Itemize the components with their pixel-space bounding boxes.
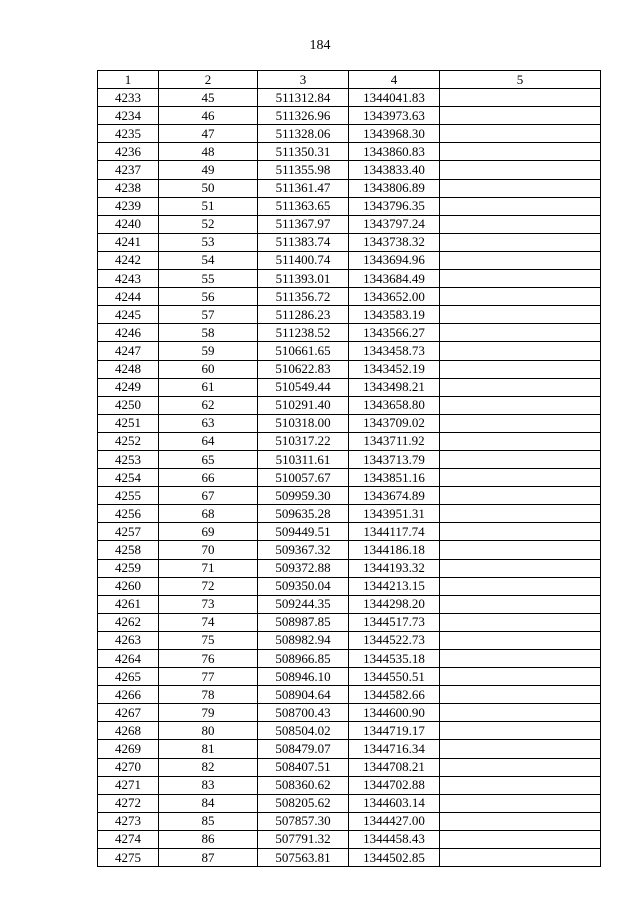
table-cell-col-1: 4239 [98, 197, 159, 215]
table-cell-col-4: 1343851.16 [349, 469, 440, 487]
table-row [98, 577, 601, 595]
table-cell-col-3: 510291.40 [258, 396, 349, 414]
table-cell-col-3: 508504.02 [258, 722, 349, 740]
table-cell-col-5 [440, 324, 601, 342]
table-row [98, 360, 601, 378]
table-cell-col-2: 72 [159, 577, 258, 595]
table-row [98, 613, 601, 631]
table-cell-col-3: 511238.52 [258, 324, 349, 342]
table-cell-col-1: 4268 [98, 722, 159, 740]
table-row [98, 686, 601, 704]
table-cell-col-2: 58 [159, 324, 258, 342]
table-cell-col-4: 1343797.24 [349, 215, 440, 233]
table-cell-col-5 [440, 125, 601, 143]
table-cell-col-3: 508205.62 [258, 794, 349, 812]
table-cell-col-1: 4265 [98, 668, 159, 686]
table-cell-col-3: 510661.65 [258, 342, 349, 360]
table-row [98, 432, 601, 450]
table-cell-col-3: 511328.06 [258, 125, 349, 143]
table-cell-col-5 [440, 631, 601, 649]
table-cell-col-5 [440, 342, 601, 360]
table-cell-col-4: 1343452.19 [349, 360, 440, 378]
table-cell-col-5 [440, 704, 601, 722]
table-row [98, 342, 601, 360]
table-cell-col-2: 63 [159, 414, 258, 432]
table-row [98, 143, 601, 161]
table-cell-col-4: 1343652.00 [349, 288, 440, 306]
table-cell-col-1: 4273 [98, 812, 159, 830]
table-cell-col-1: 4272 [98, 794, 159, 812]
table-cell-col-2: 74 [159, 613, 258, 631]
table-cell-col-2: 55 [159, 270, 258, 288]
table-cell-col-5 [440, 161, 601, 179]
table-cell-col-2: 52 [159, 215, 258, 233]
table-cell-col-5 [440, 559, 601, 577]
table-cell-col-5 [440, 505, 601, 523]
table-cell-col-1: 4252 [98, 432, 159, 450]
table-cell-col-4: 1344193.32 [349, 559, 440, 577]
table-cell-col-2: 62 [159, 396, 258, 414]
table-cell-col-3: 511393.01 [258, 270, 349, 288]
table-row [98, 125, 601, 143]
table-cell-col-3: 510311.61 [258, 450, 349, 468]
table-cell-col-1: 4248 [98, 360, 159, 378]
table-cell-col-3: 511355.98 [258, 161, 349, 179]
table-cell-col-3: 508479.07 [258, 740, 349, 758]
table-row [98, 830, 601, 848]
table-cell-col-2: 65 [159, 450, 258, 468]
table-row [98, 704, 601, 722]
table-cell-col-5 [440, 849, 601, 867]
table-cell-col-2: 57 [159, 306, 258, 324]
table-row [98, 776, 601, 794]
table-row [98, 758, 601, 776]
table-cell-col-5 [440, 650, 601, 668]
table-cell-col-1: 4242 [98, 251, 159, 269]
table-cell-col-4: 1344502.85 [349, 849, 440, 867]
table-cell-col-2: 67 [159, 487, 258, 505]
table-cell-col-4: 1343951.31 [349, 505, 440, 523]
table-cell-col-5 [440, 595, 601, 613]
table-cell-col-4: 1343674.89 [349, 487, 440, 505]
table-cell-col-3: 511367.97 [258, 215, 349, 233]
table-cell-col-2: 75 [159, 631, 258, 649]
table-cell-col-2: 69 [159, 523, 258, 541]
table-cell-col-1: 4237 [98, 161, 159, 179]
table-row [98, 794, 601, 812]
table-body [98, 89, 601, 867]
table-cell-col-3: 508966.85 [258, 650, 349, 668]
table-cell-col-4: 1343566.27 [349, 324, 440, 342]
table-row [98, 179, 601, 197]
table-cell-col-5 [440, 830, 601, 848]
table-header-row [98, 71, 601, 89]
column-header-2: 2 [159, 71, 258, 89]
table-cell-col-5 [440, 288, 601, 306]
table-cell-col-4: 1343860.83 [349, 143, 440, 161]
table-cell-col-4: 1343833.40 [349, 161, 440, 179]
table-cell-col-1: 4251 [98, 414, 159, 432]
table-cell-col-2: 45 [159, 89, 258, 107]
table-row [98, 722, 601, 740]
table-cell-col-4: 1344041.83 [349, 89, 440, 107]
table-cell-col-1: 4266 [98, 686, 159, 704]
table-cell-col-5 [440, 251, 601, 269]
table-cell-col-5 [440, 107, 601, 125]
table-cell-col-5 [440, 523, 601, 541]
table-cell-col-4: 1343973.63 [349, 107, 440, 125]
table-cell-col-3: 510318.00 [258, 414, 349, 432]
table-cell-col-1: 4256 [98, 505, 159, 523]
column-header-1: 1 [98, 71, 159, 89]
table-cell-col-5 [440, 414, 601, 432]
table-cell-col-4: 1343711.92 [349, 432, 440, 450]
table-cell-col-3: 509350.04 [258, 577, 349, 595]
table-cell-col-2: 61 [159, 378, 258, 396]
column-header-5: 5 [440, 71, 601, 89]
table-cell-col-3: 509959.30 [258, 487, 349, 505]
table-cell-col-5 [440, 686, 601, 704]
table-cell-col-4: 1344117.74 [349, 523, 440, 541]
table-cell-col-3: 509367.32 [258, 541, 349, 559]
coordinate-table [97, 70, 601, 867]
table-cell-col-1: 4262 [98, 613, 159, 631]
table-cell-col-4: 1343709.02 [349, 414, 440, 432]
column-header-4: 4 [349, 71, 440, 89]
table-cell-col-5 [440, 306, 601, 324]
table-cell-col-2: 83 [159, 776, 258, 794]
table-row [98, 740, 601, 758]
table-cell-col-4: 1343806.89 [349, 179, 440, 197]
table-cell-col-1: 4233 [98, 89, 159, 107]
table-cell-col-3: 511363.65 [258, 197, 349, 215]
table-cell-col-5 [440, 197, 601, 215]
table-cell-col-3: 511350.31 [258, 143, 349, 161]
table-row [98, 650, 601, 668]
table-cell-col-3: 508946.10 [258, 668, 349, 686]
table-cell-col-4: 1344582.66 [349, 686, 440, 704]
table-cell-col-2: 84 [159, 794, 258, 812]
table-cell-col-1: 4245 [98, 306, 159, 324]
table-cell-col-5 [440, 215, 601, 233]
table-row [98, 505, 601, 523]
table-cell-col-3: 509449.51 [258, 523, 349, 541]
table-cell-col-4: 1344702.88 [349, 776, 440, 794]
table-cell-col-3: 507857.30 [258, 812, 349, 830]
table-cell-col-4: 1344427.00 [349, 812, 440, 830]
table-row [98, 215, 601, 233]
table-cell-col-1: 4257 [98, 523, 159, 541]
table-row [98, 450, 601, 468]
table-cell-col-1: 4244 [98, 288, 159, 306]
table-cell-col-2: 48 [159, 143, 258, 161]
table-row [98, 631, 601, 649]
table-cell-col-4: 1344213.15 [349, 577, 440, 595]
table-cell-col-5 [440, 89, 601, 107]
table-cell-col-3: 511356.72 [258, 288, 349, 306]
table-cell-col-3: 508700.43 [258, 704, 349, 722]
table-cell-col-4: 1343583.19 [349, 306, 440, 324]
table-row [98, 270, 601, 288]
table-cell-col-5 [440, 432, 601, 450]
table-cell-col-4: 1343968.30 [349, 125, 440, 143]
table-cell-col-4: 1344708.21 [349, 758, 440, 776]
table-cell-col-2: 51 [159, 197, 258, 215]
table-cell-col-4: 1344458.43 [349, 830, 440, 848]
table-cell-col-1: 4271 [98, 776, 159, 794]
table-cell-col-2: 80 [159, 722, 258, 740]
table-cell-col-5 [440, 179, 601, 197]
table-cell-col-2: 56 [159, 288, 258, 306]
table-cell-col-2: 60 [159, 360, 258, 378]
table-cell-col-3: 508904.64 [258, 686, 349, 704]
table-cell-col-4: 1343684.49 [349, 270, 440, 288]
table-cell-col-3: 507563.81 [258, 849, 349, 867]
table-cell-col-3: 510057.67 [258, 469, 349, 487]
table-cell-col-1: 4240 [98, 215, 159, 233]
table-cell-col-4: 1343713.79 [349, 450, 440, 468]
table-cell-col-5 [440, 758, 601, 776]
table-cell-col-4: 1343694.96 [349, 251, 440, 269]
table-cell-col-2: 81 [159, 740, 258, 758]
table-cell-col-3: 508987.85 [258, 613, 349, 631]
table-cell-col-5 [440, 469, 601, 487]
table-cell-col-2: 87 [159, 849, 258, 867]
table-cell-col-4: 1343498.21 [349, 378, 440, 396]
table-cell-col-3: 509635.28 [258, 505, 349, 523]
table-cell-col-2: 59 [159, 342, 258, 360]
table-cell-col-1: 4267 [98, 704, 159, 722]
table-cell-col-1: 4246 [98, 324, 159, 342]
table-row [98, 306, 601, 324]
table-row [98, 288, 601, 306]
table-cell-col-3: 511383.74 [258, 233, 349, 251]
table-row [98, 396, 601, 414]
table-cell-col-4: 1343458.73 [349, 342, 440, 360]
table-cell-col-2: 79 [159, 704, 258, 722]
table-cell-col-3: 507791.32 [258, 830, 349, 848]
table-cell-col-1: 4243 [98, 270, 159, 288]
table-cell-col-1: 4253 [98, 450, 159, 468]
table-cell-col-2: 64 [159, 432, 258, 450]
table-cell-col-5 [440, 487, 601, 505]
table-cell-col-2: 46 [159, 107, 258, 125]
table-cell-col-1: 4234 [98, 107, 159, 125]
table-cell-col-5 [440, 740, 601, 758]
table-cell-col-1: 4247 [98, 342, 159, 360]
table-cell-col-2: 47 [159, 125, 258, 143]
table-cell-col-1: 4241 [98, 233, 159, 251]
table-cell-col-3: 509372.88 [258, 559, 349, 577]
table-cell-col-2: 68 [159, 505, 258, 523]
table-row [98, 541, 601, 559]
table-cell-col-1: 4264 [98, 650, 159, 668]
table-cell-col-4: 1344719.17 [349, 722, 440, 740]
table-cell-col-1: 4270 [98, 758, 159, 776]
table-cell-col-1: 4254 [98, 469, 159, 487]
table-row [98, 559, 601, 577]
table-row [98, 324, 601, 342]
table-cell-col-4: 1343796.35 [349, 197, 440, 215]
table-cell-col-2: 86 [159, 830, 258, 848]
table-cell-col-3: 510317.22 [258, 432, 349, 450]
table-cell-col-1: 4235 [98, 125, 159, 143]
table-cell-col-4: 1344517.73 [349, 613, 440, 631]
table-cell-col-2: 66 [159, 469, 258, 487]
table-cell-col-4: 1344522.73 [349, 631, 440, 649]
table-cell-col-4: 1344716.34 [349, 740, 440, 758]
table-cell-col-5 [440, 812, 601, 830]
table-cell-col-3: 509244.35 [258, 595, 349, 613]
table-cell-col-2: 50 [159, 179, 258, 197]
table-cell-col-2: 54 [159, 251, 258, 269]
table-cell-col-1: 4249 [98, 378, 159, 396]
table-row [98, 595, 601, 613]
table-cell-col-1: 4260 [98, 577, 159, 595]
table-cell-col-2: 82 [159, 758, 258, 776]
table-row [98, 668, 601, 686]
table-row [98, 469, 601, 487]
table-row [98, 89, 601, 107]
table-cell-col-5 [440, 577, 601, 595]
table-cell-col-5 [440, 668, 601, 686]
table-cell-col-5 [440, 270, 601, 288]
table-cell-col-2: 85 [159, 812, 258, 830]
table-cell-col-3: 511326.96 [258, 107, 349, 125]
table-row [98, 197, 601, 215]
table-cell-col-2: 77 [159, 668, 258, 686]
table-row [98, 378, 601, 396]
table-cell-col-2: 49 [159, 161, 258, 179]
table-cell-col-5 [440, 776, 601, 794]
table-cell-col-4: 1344186.18 [349, 541, 440, 559]
table-row [98, 812, 601, 830]
table-cell-col-2: 73 [159, 595, 258, 613]
table-cell-col-1: 4259 [98, 559, 159, 577]
table-cell-col-5 [440, 396, 601, 414]
table-cell-col-3: 511400.74 [258, 251, 349, 269]
table-cell-col-4: 1344550.51 [349, 668, 440, 686]
table-cell-col-2: 78 [159, 686, 258, 704]
table-row [98, 233, 601, 251]
table-row [98, 161, 601, 179]
table-cell-col-2: 76 [159, 650, 258, 668]
table-cell-col-5 [440, 233, 601, 251]
table-row [98, 523, 601, 541]
table-cell-col-3: 510622.83 [258, 360, 349, 378]
table-cell-col-3: 511286.23 [258, 306, 349, 324]
table-cell-col-3: 508407.51 [258, 758, 349, 776]
table-row [98, 107, 601, 125]
table-cell-col-4: 1344298.20 [349, 595, 440, 613]
table-cell-col-3: 510549.44 [258, 378, 349, 396]
table-cell-col-5 [440, 450, 601, 468]
table-cell-col-5 [440, 378, 601, 396]
table-cell-col-1: 4261 [98, 595, 159, 613]
table-cell-col-1: 4274 [98, 830, 159, 848]
column-header-3: 3 [258, 71, 349, 89]
table-row [98, 487, 601, 505]
table-cell-col-1: 4263 [98, 631, 159, 649]
table-cell-col-1: 4255 [98, 487, 159, 505]
table-cell-col-3: 508360.62 [258, 776, 349, 794]
table-cell-col-2: 71 [159, 559, 258, 577]
table-cell-col-4: 1344535.18 [349, 650, 440, 668]
table-cell-col-5 [440, 722, 601, 740]
table-cell-col-1: 4258 [98, 541, 159, 559]
table-cell-col-4: 1344600.90 [349, 704, 440, 722]
table-cell-col-5 [440, 541, 601, 559]
table-cell-col-1: 4275 [98, 849, 159, 867]
table-cell-col-3: 508982.94 [258, 631, 349, 649]
table-cell-col-2: 53 [159, 233, 258, 251]
table-cell-col-3: 511312.84 [258, 89, 349, 107]
table-cell-col-5 [440, 613, 601, 631]
table-cell-col-1: 4269 [98, 740, 159, 758]
table-cell-col-1: 4238 [98, 179, 159, 197]
table-cell-col-1: 4236 [98, 143, 159, 161]
table-cell-col-3: 511361.47 [258, 179, 349, 197]
table-cell-col-1: 4250 [98, 396, 159, 414]
page-number: 184 [309, 38, 331, 53]
table-cell-col-4: 1343738.32 [349, 233, 440, 251]
table-cell-col-5 [440, 360, 601, 378]
table-row [98, 849, 601, 867]
table-cell-col-4: 1344603.14 [349, 794, 440, 812]
table-cell-col-5 [440, 143, 601, 161]
table-row [98, 251, 601, 269]
table-row [98, 414, 601, 432]
table-cell-col-5 [440, 794, 601, 812]
table-cell-col-4: 1343658.80 [349, 396, 440, 414]
table-cell-col-2: 70 [159, 541, 258, 559]
